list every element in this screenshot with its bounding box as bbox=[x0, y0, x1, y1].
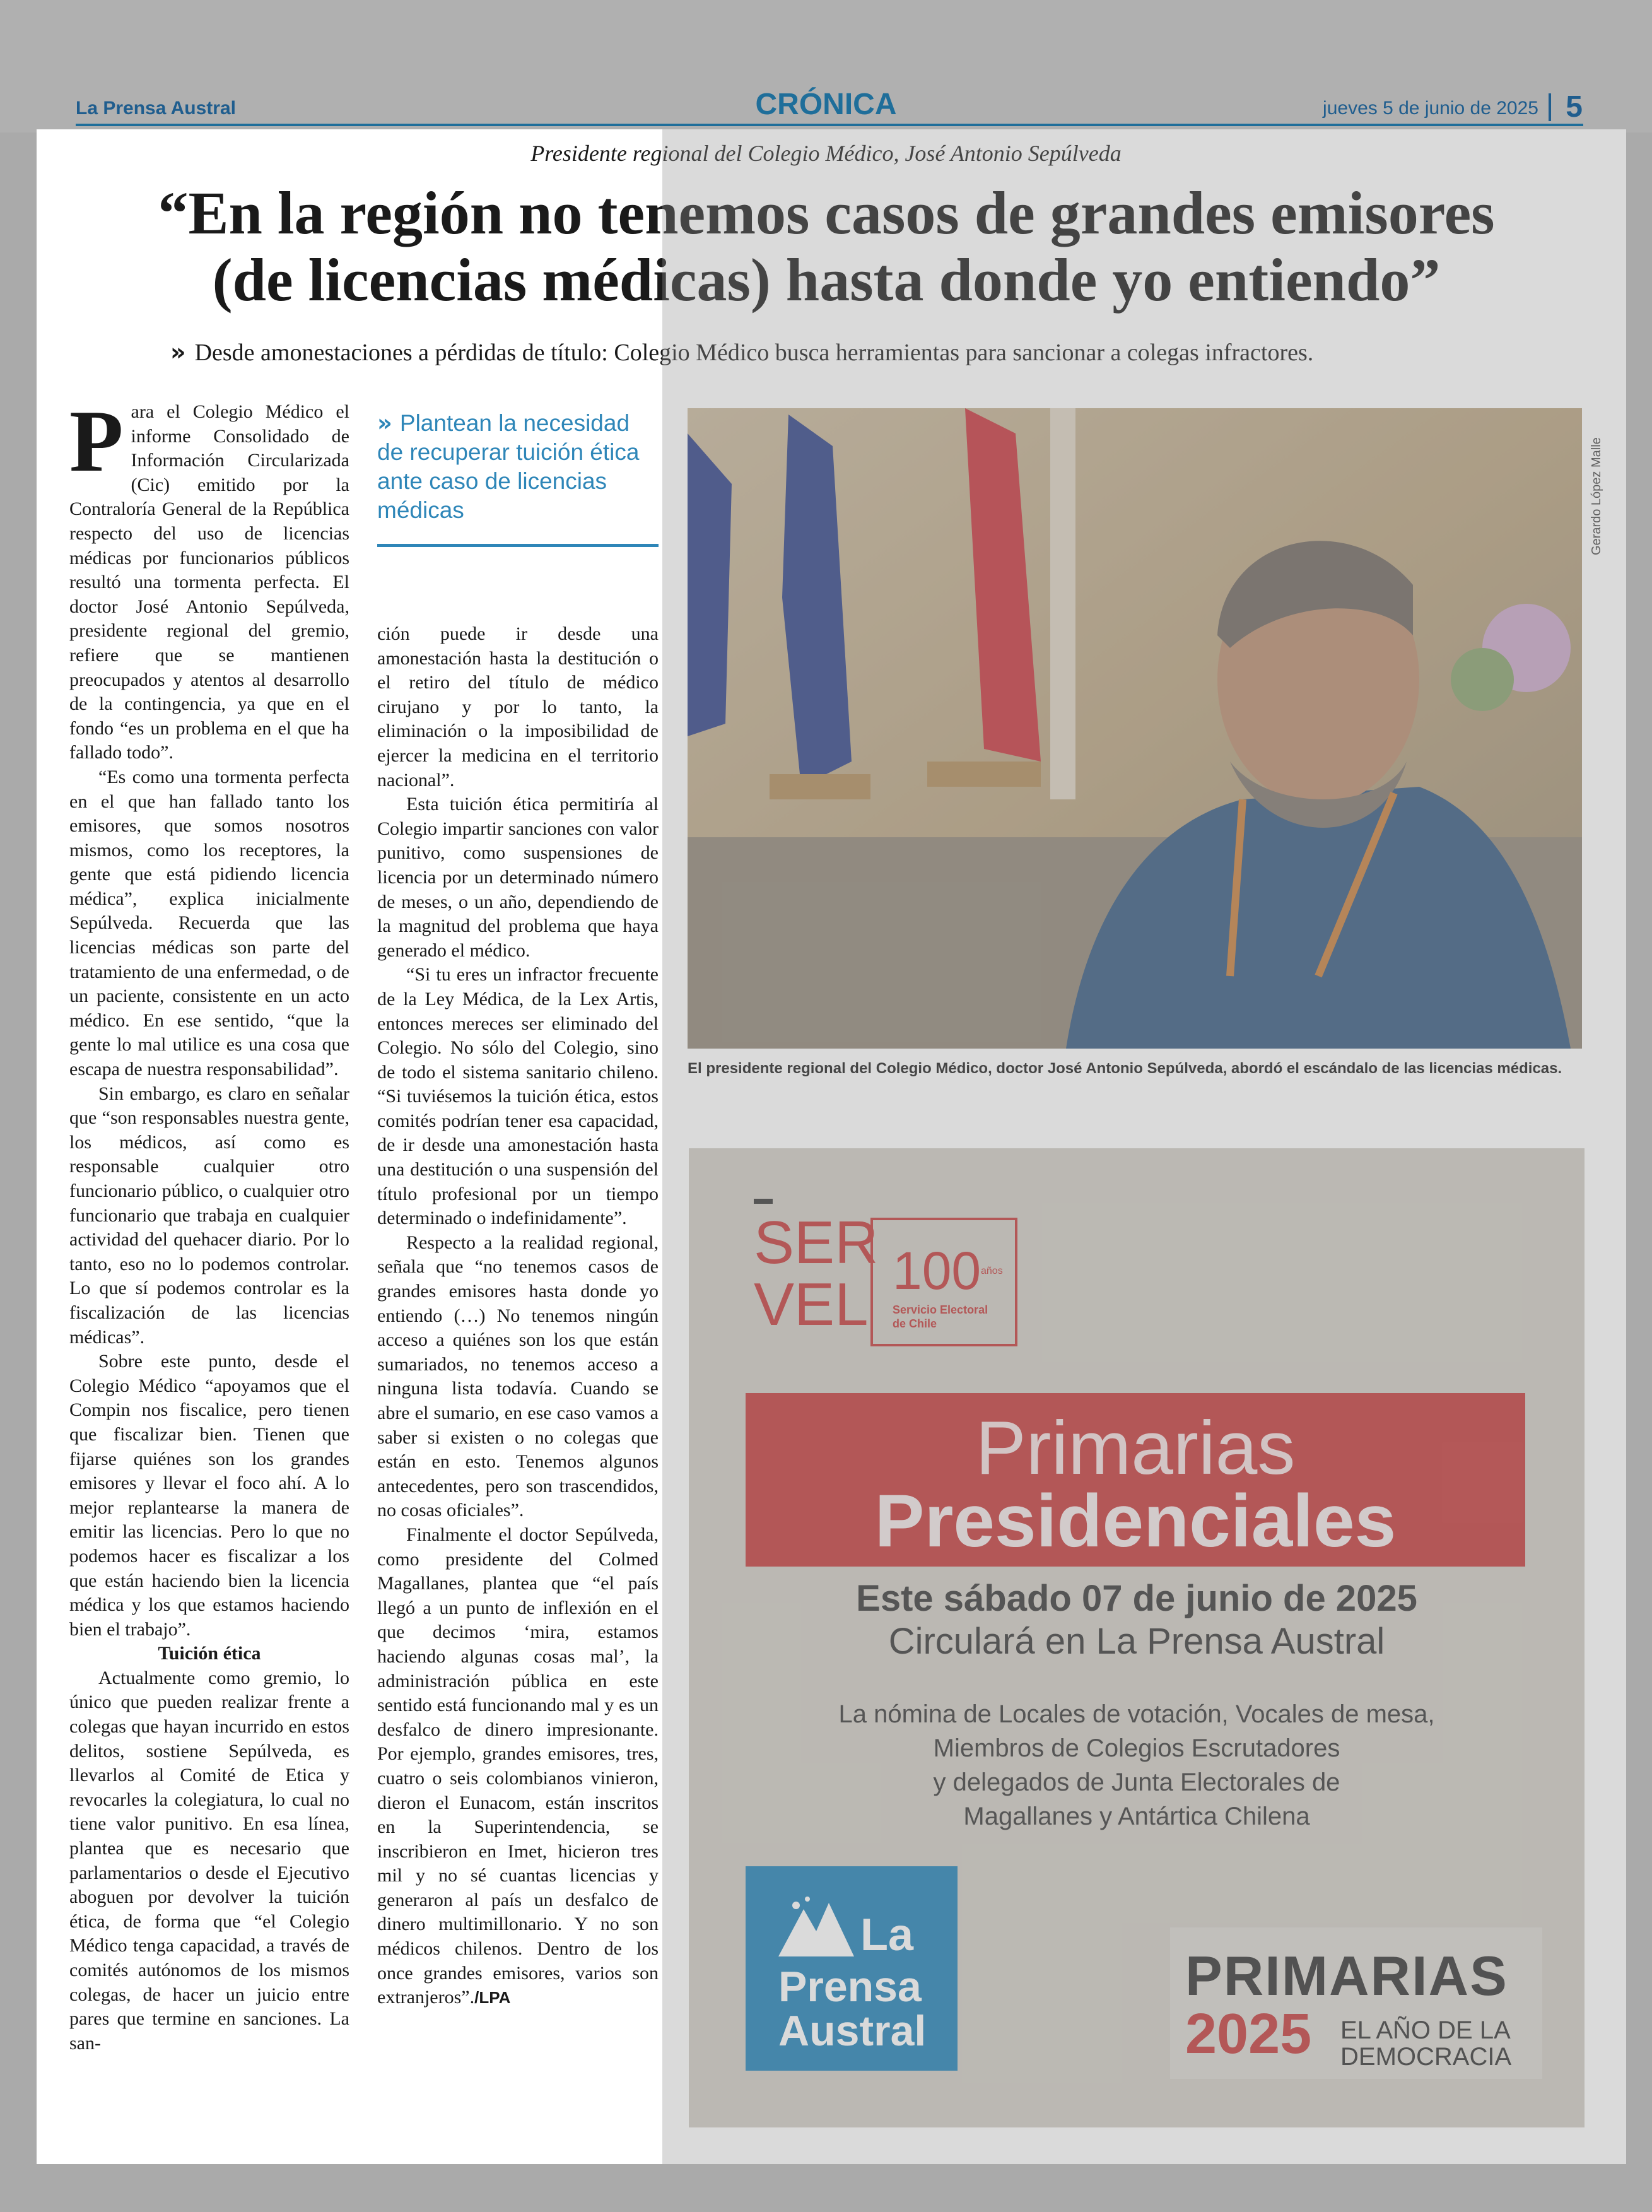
ad-description: La nómina de Locales de votación, Vocales de mesa, Miembros de Colegios Escrutadores y delegados de Junta Electorales de Magallanes y Antártica Chilena bbox=[838, 1700, 1435, 1830]
headline-line-1: “En la región no tenemos casos de grandes emisores bbox=[158, 179, 1495, 247]
article-kicker: Presidente regional del Colegio Médico, José Antonio Sepúlveda bbox=[530, 141, 1122, 166]
double-chevron-icon: » bbox=[377, 409, 392, 437]
prim-logo-title: PRIMARIAS bbox=[1185, 1944, 1508, 2007]
body-paragraph: ción puede ir desde una amonestación hasta la destitución o el retiro del título de médico cirujano y por lo tanto, la eliminación o la imposibilidad de ejercer la medicina en el territorio nacional”. bbox=[377, 623, 659, 791]
section-subtitle: Tuición ética bbox=[158, 1643, 261, 1664]
body-paragraph: “Es como una tormenta perfecta en el que han fallado tanto los emisores, que somos nosotros mismos, como los receptores, la gente que está pidiendo licencia médica”, explica inicialmente Sepúlveda. Recuerda que las licencias médicas son parte del tratamiento de una enfermedad, o de un paciente, consistente en un acto médico. En ese sentido, “que la gente lo mal utilice es una cosa que escapa de nuestra responsabilidad”. bbox=[69, 766, 349, 1080]
masthead-brand: La Prensa Austral bbox=[76, 98, 236, 119]
pull-quote-rule bbox=[377, 544, 659, 547]
page-number: 5 bbox=[1566, 90, 1583, 124]
servel-subtitle-1: Servicio Electoral bbox=[893, 1303, 988, 1316]
masthead-rule bbox=[76, 124, 1583, 126]
servel-line-1: SER bbox=[754, 1209, 879, 1276]
servel-line-2: VEL bbox=[754, 1271, 869, 1338]
pull-quote bbox=[377, 409, 659, 525]
banner-line-2: Presidenciales bbox=[874, 1480, 1397, 1563]
article-column-1 bbox=[69, 392, 349, 2056]
prim-logo-year: 2025 bbox=[1185, 2003, 1312, 2066]
logo-text-la: La bbox=[860, 1910, 914, 1960]
issue-date: jueves 5 de junio de 2025 bbox=[1323, 98, 1538, 119]
subheadline-text: Desde amonestaciones a pérdidas de título: Colegio Médico busca herramientas para sancionar a colegas infractores. bbox=[194, 339, 1314, 366]
drop-cap: P bbox=[69, 392, 124, 490]
body-paragraph: Actualmente como gremio, lo único que pueden realizar frente a colegas que hayan incurrido en estos delitos, sostiene Sepúlveda, es llevarlos al Comité de Etica y revocarles la colegiatura, lo cual no tiene valor punitivo. En esa línea, plantea que es necesario que parlamentarios o desde el Ejecutivo aboguen por devolver la tuición ética, de forma que “el Colegio Médico tenga capacidad, a través de comités autónomos de los mismos colegas, de hacer un juicio entre pares que termine en sanciones. La san- bbox=[69, 1667, 349, 2054]
body-paragraph: Sobre este punto, desde el Colegio Médico “apoyamos que el Compin nos fiscalice, pero tienen que fiscalizar bien. Tienen que fijarse quiénes son los grandes emisores y llevar el foco ahí. A lo mejor replantearse la manera de emitir las licencias. Pero lo que no podemos hacer es fiscalizar a los que están haciendo bien la licencia médica y los que estamos haciendo bien el trabajo”. bbox=[69, 1351, 349, 1640]
logo-text-prensa: Prensa bbox=[778, 1963, 922, 2011]
body-paragraph: Esta tuición ética permitiría al Colegio impartir sanciones con valor punitivo, como suspensiones de licencia por un determinado número de meses, o un año, dependiendo de la magnitud del problema que haya generado el médico. bbox=[377, 794, 659, 961]
section-title: CRÓNICA bbox=[755, 88, 897, 121]
scan-shadow-overlay bbox=[662, 129, 1626, 2164]
article-column-2 bbox=[377, 622, 659, 2010]
body-paragraph: Respecto a la realidad regional, señala que “no tenemos casos de grandes emisores hasta donde yo entiendo (…) No tenemos ningún acceso a quiénes son los que están sumariados, no tenemos acceso a ninguna lista todavía. Cuando se abre el sumario, en ese caso vamos a saber si existen o no colegas que están en esto. Tenemos algunos antecedentes, pero son trascendidos, no cosas oficiales”. bbox=[377, 1232, 659, 1521]
double-chevron-icon: » bbox=[170, 338, 186, 366]
signoff: /LPA bbox=[474, 1988, 511, 2008]
servel-subtitle-2: de Chile bbox=[893, 1317, 937, 1330]
photo-caption: El presidente regional del Colegio Médico, doctor José Antonio Sepúlveda, abordó el escándalo de las licencias médicas. bbox=[688, 1060, 1562, 1077]
servel-anos: años bbox=[981, 1266, 1003, 1276]
ad-circulation-line: Circulará en La Prensa Austral bbox=[888, 1621, 1385, 1662]
headline-line-2: (de licencias médicas) hasta donde yo entiendo” bbox=[212, 246, 1441, 314]
pull-quote-text: Plantean la necesidad de recuperar tuición ética ante caso de licencias médicas bbox=[377, 410, 640, 523]
logo-text-austral: Austral bbox=[778, 2007, 927, 2055]
servel-100-number: 100 bbox=[893, 1241, 981, 1300]
body-paragraph: “Si tu eres un infractor frecuente de la Ley Médica, de la Lex Artis, entonces mereces ser eliminado del Colegio. No sólo del Colegio, sino de todo el sistema sanitario chileno. “Si tuviésemos la tuición ética, estos comités podrían tener esa capacidad, de ir desde una amonestación hasta una destitución o una suspensión del título profesional por un tiempo determinado o indefinidamente”. bbox=[377, 964, 659, 1229]
banner-line-1: Primarias bbox=[975, 1406, 1296, 1490]
body-paragraph: Sin embargo, es claro en señalar que “son responsables nuestra gente, los médicos, así como es responsable cualquier otro funcionario público, o cualquier otro funcionario que trabaja en cualquier actividad del quehacer diario. Por lo tanto, eso no lo podemos controlar. Lo que sí podemos controlar es la fiscalización de las licencias médicas”. bbox=[69, 1083, 349, 1348]
ad-date-line: Este sábado 07 de junio de 2025 bbox=[856, 1578, 1417, 1619]
body-paragraph: Finalmente el doctor Sepúlveda, como presidente del Colmed Magallanes, plantea que “el país llegó a un punto de inflexión en el que decimos ‘mira, estamos haciendo algunas cosas mal’, la administración pública en este sentido está funcionando mal y es un desfalco de dinero impresionante. Por ejemplo, grandes emisores, tres, cuatro o seis colombianos vinieron, dieron el Eunacom, están inscritos en la Superintendencia, se inscribieron en Imet, hicieron tres mil y no sé cuantas licencias y generaron al país un desfalco de dinero multimillonario. Y no son médicos chilenos. Dentro de los once grandes emisores, varios son extranjeros”./LPA bbox=[377, 1524, 659, 2008]
masthead-divider bbox=[1549, 93, 1551, 121]
prim-logo-tagline: EL AÑO DE LA DEMOCRACIA bbox=[1340, 2016, 1512, 2071]
photo-credit: Gerardo López Malle bbox=[1590, 437, 1603, 555]
lead-paragraph: Para el Colegio Médico el informe Consolidado de Información Circularizada (Cic) emitido por la Contraloría General de la República respecto del uso de licencias médicas por funcionarios públicos resultó una tormenta perfecta. El doctor José Antonio Sepúlveda, presidente regional del gremio, refiere que se mantienen preocupados y atentos al desarrollo de la contingencia, ya que en el fondo “es un problema en el que ha fallado todo”. bbox=[69, 392, 349, 763]
